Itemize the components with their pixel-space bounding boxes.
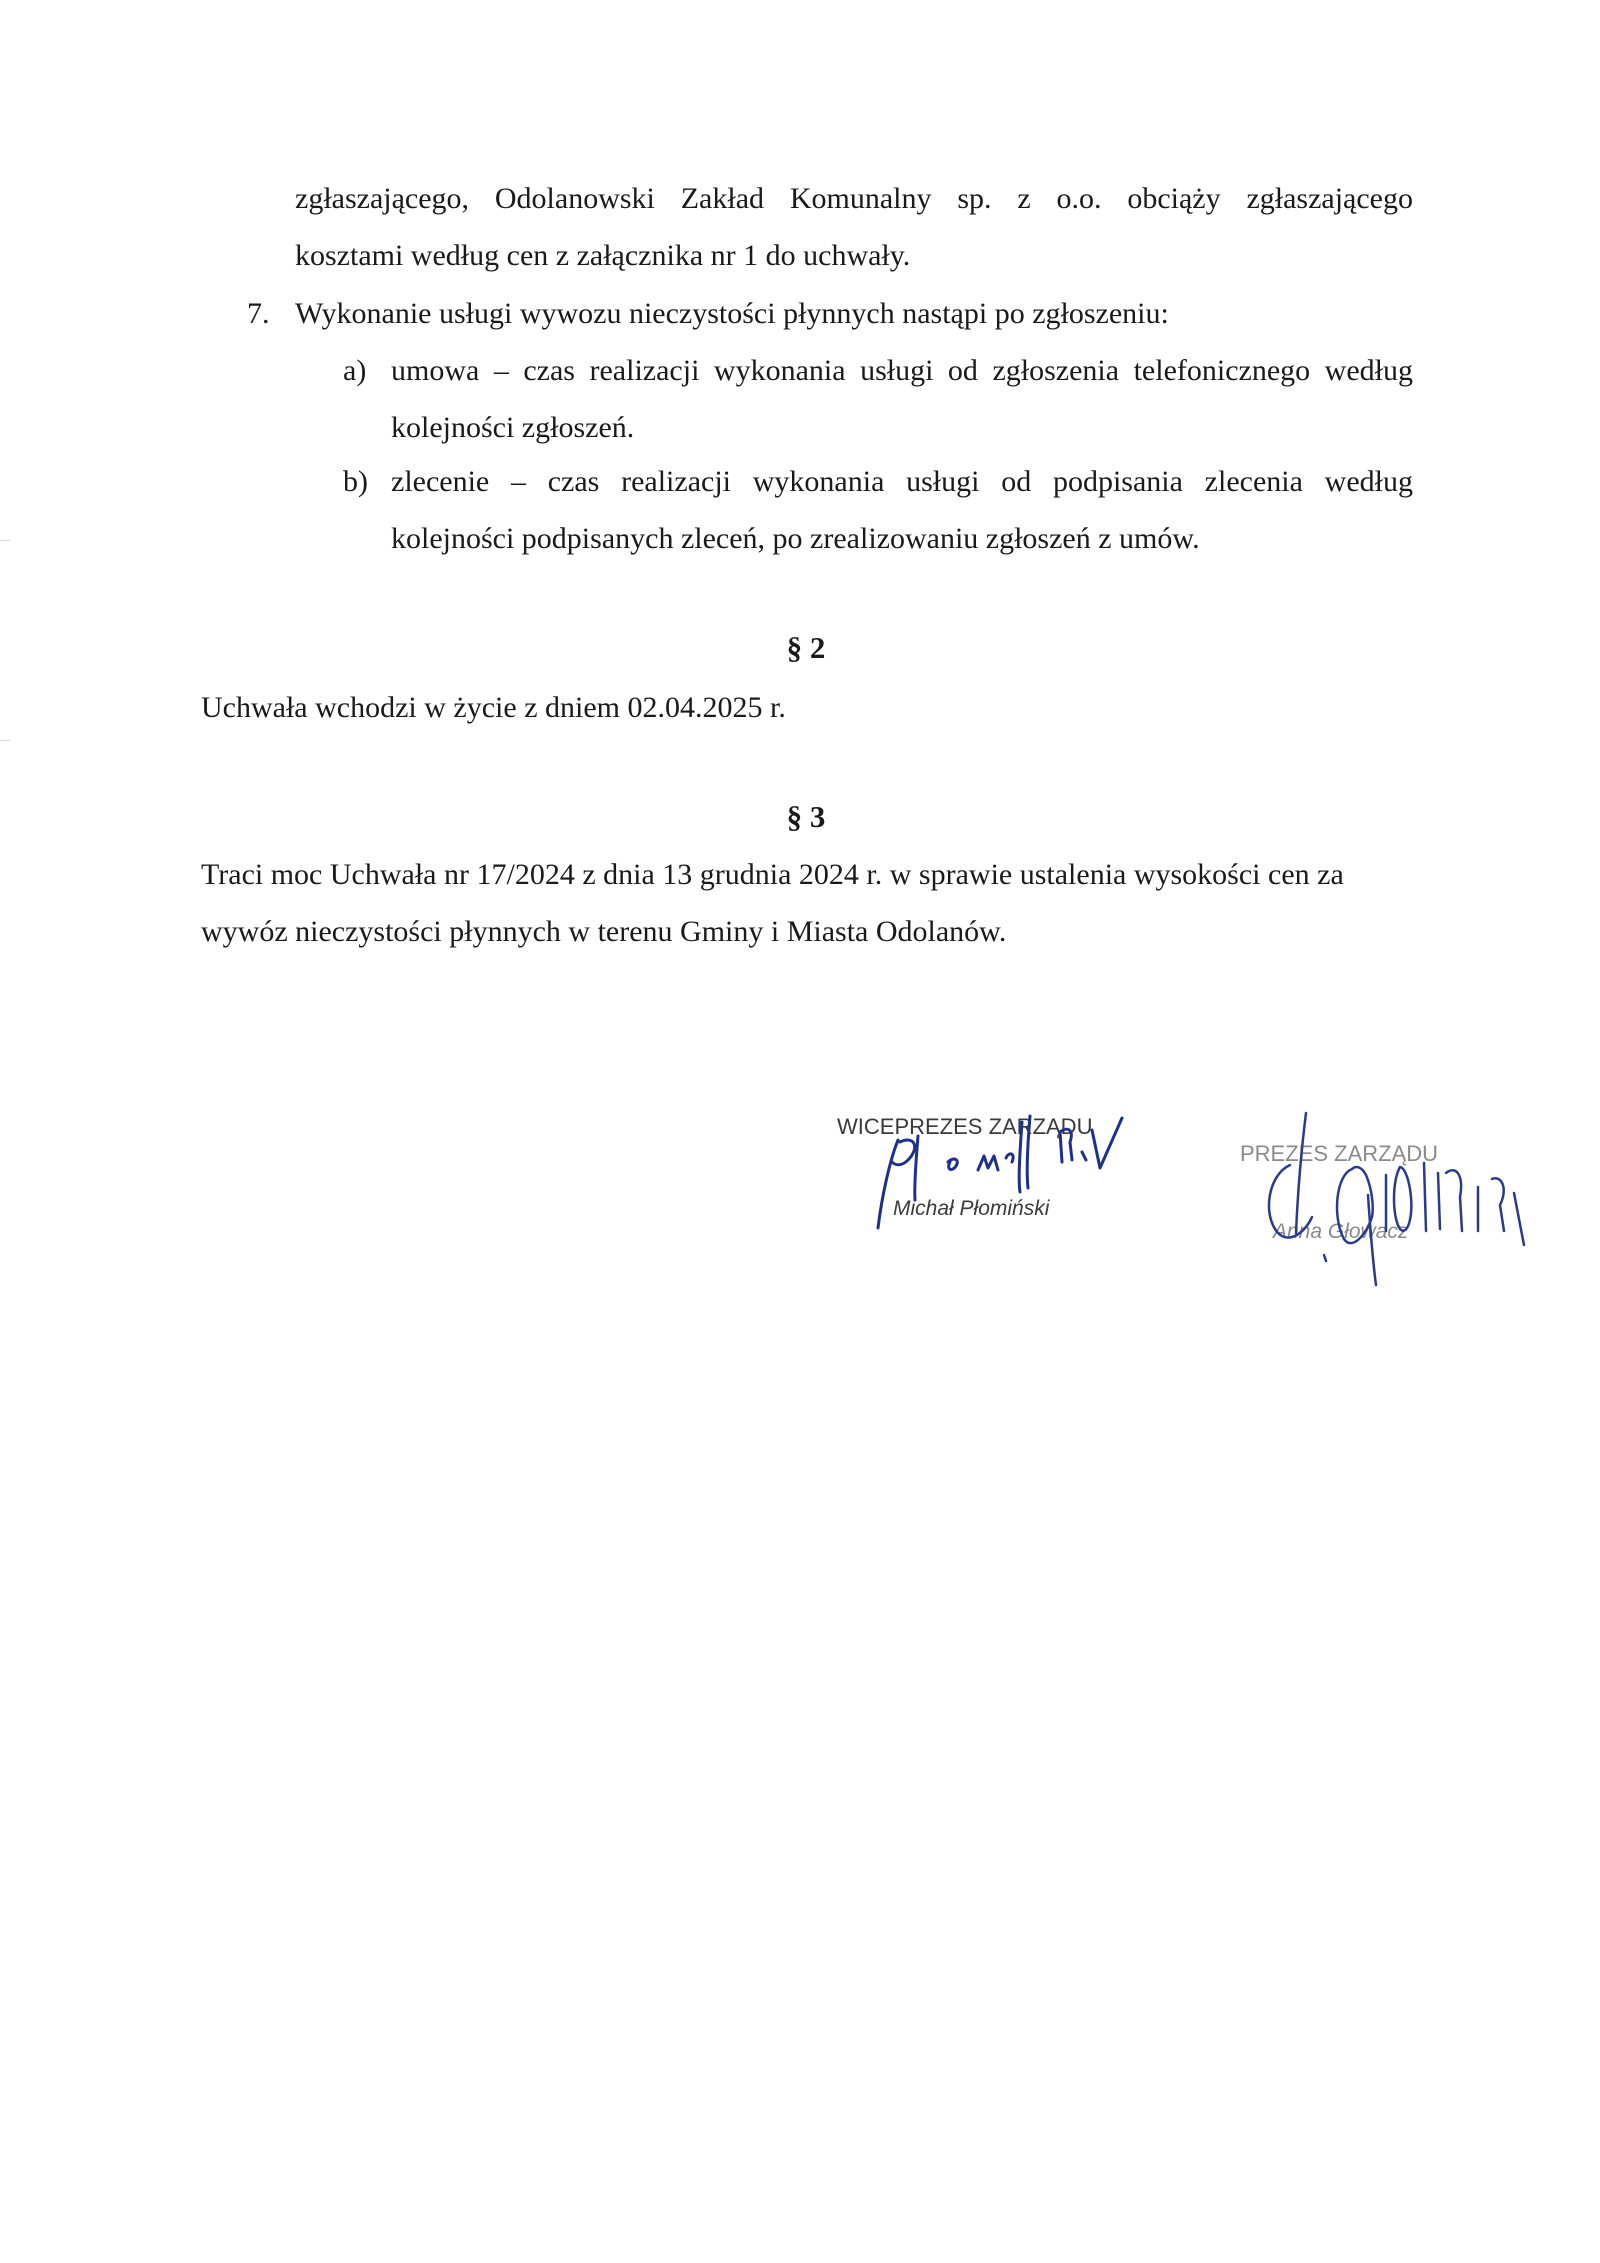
handwritten-signature-right — [1240, 1105, 1530, 1285]
handwritten-signature-left — [860, 1100, 1130, 1230]
scan-edge-mark — [0, 740, 10, 741]
scan-edge-mark — [0, 540, 10, 541]
section-heading: § 2 — [786, 630, 826, 665]
sub-item-line: zlecenie – czas realizacji wykonania usługi od podpisania zlecenia według — [391, 465, 1413, 498]
sub-item-line: umowa – czas realizacji wykonania usługi od zgłoszenia telefonicznego według — [391, 354, 1413, 387]
paragraph-line: kosztami według cen z załącznika nr 1 do uchwały. — [295, 239, 911, 272]
signature-name-right: Anna Głowacz — [1273, 1220, 1409, 1243]
section-text: Traci moc Uchwała nr 17/2024 z dnia 13 grudnia 2024 r. w sprawie ustalenia wysokości cen za — [201, 858, 1344, 891]
section-text: Uchwała wchodzi w życie z dniem 02.04.2025 r. — [201, 691, 786, 724]
section-heading: § 3 — [786, 799, 826, 834]
sub-item-line: kolejności zgłoszeń. — [391, 411, 635, 444]
sub-item-marker: b) — [343, 465, 368, 498]
sub-item-marker: a) — [343, 354, 367, 387]
signature-title-right: PREZES ZARZĄDU — [1240, 1141, 1439, 1166]
paragraph-line: zgłaszającego, Odolanowski Zakład Komunalny sp. z o.o. obciąży zgłaszającego — [295, 182, 1413, 215]
signature-name-left: Michał Płomiński — [893, 1197, 1050, 1220]
list-item-text: Wykonanie usługi wywozu nieczystości płynnych nastąpi po zgłoszeniu: — [295, 297, 1169, 330]
list-number: 7. — [247, 297, 270, 330]
signature-title-left: WICEPREZES ZARZĄDU — [837, 1114, 1093, 1139]
section-text: wywóz nieczystości płynnych w terenu Gminy i Miasta Odolanów. — [201, 915, 1007, 948]
sub-item-line: kolejności podpisanych zleceń, po zrealizowaniu zgłoszeń z umów. — [391, 522, 1200, 555]
